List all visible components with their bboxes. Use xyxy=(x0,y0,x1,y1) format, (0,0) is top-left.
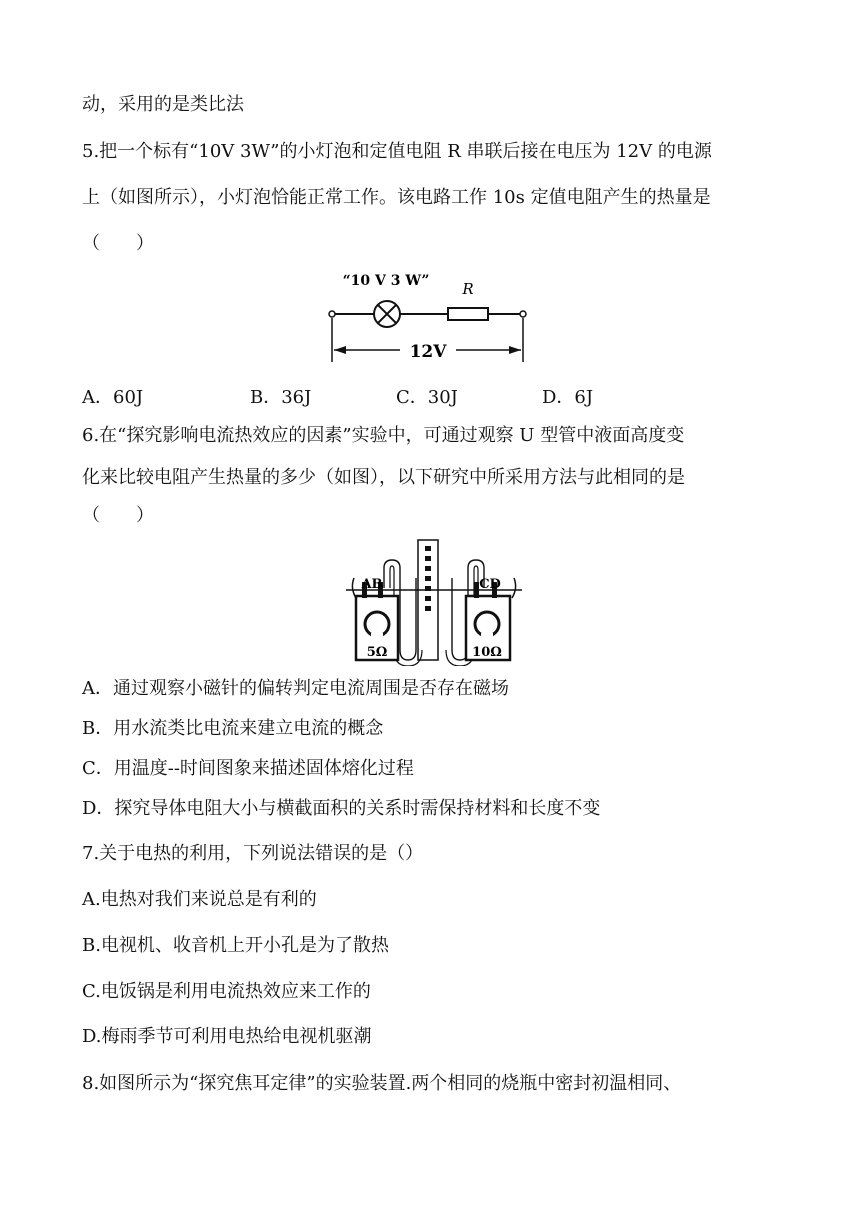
resistor-label: R xyxy=(462,280,474,298)
right-label: CD xyxy=(479,577,501,592)
question-6-text: 化来比较电阻产生热量的多少（如图），以下研究中所采用方法与此相同的是 xyxy=(82,467,685,488)
left-resistance: 5Ω xyxy=(366,645,388,660)
circuit-figure xyxy=(320,266,540,368)
option-b: B.电视机、收音机上开小孔是为了散热 xyxy=(82,935,389,956)
bulb-label: “10 V 3 W” xyxy=(342,273,430,289)
option-d: D．6J xyxy=(542,387,594,408)
apparatus-figure xyxy=(344,538,524,666)
resistor-icon xyxy=(448,308,488,320)
question-7-text: 7.关于电热的利用，下列说法错误的是（） xyxy=(82,843,424,864)
option-a: A．通过观察小磁针的偏转判定电流周围是否存在磁场 xyxy=(82,678,509,699)
option-d: D.梅雨季节可利用电热给电视机驱潮 xyxy=(82,1026,372,1047)
right-resistance: 10Ω xyxy=(472,645,502,660)
option-a: A.电热对我们来说总是有利的 xyxy=(82,889,317,910)
question-8-text: 8.如图所示为“探究焦耳定律”的实验装置.两个相同的烧瓶中密封初温相同、 xyxy=(82,1073,682,1094)
question-6-text: 6.在“探究影响电流热效应的因素”实验中，可通过观察 U 型管中液面高度变 xyxy=(82,425,685,446)
question-5-text: 5.把一个标有“10V 3W”的小灯泡和定值电阻 R 串联后接在电压为 12V 的电源 xyxy=(82,141,712,162)
answer-blank: （ ） xyxy=(82,505,154,526)
answer-blank: （ ） xyxy=(82,233,154,254)
question-5-text: 上（如图所示），小灯泡恰能正常工作。该电路工作 10s 定值电阻产生的热量是 xyxy=(82,187,711,208)
bulb-icon xyxy=(374,301,400,327)
option-c: C．30J xyxy=(396,387,458,408)
option-d: D．探究导体电阻大小与横截面积的关系时需保持材料和长度不变 xyxy=(82,798,601,819)
voltage-label: 12V xyxy=(409,342,447,362)
option-b: B．36J xyxy=(250,387,312,408)
option-a: A．60J xyxy=(82,387,144,408)
option-c: C.电饭锅是利用电流热效应来工作的 xyxy=(82,981,371,1002)
text-line: 动，采用的是类比法 xyxy=(82,94,244,115)
left-label: AB xyxy=(361,577,383,592)
option-c: C．用温度--时间图象来描述固体熔化过程 xyxy=(82,758,414,779)
option-b: B．用水流类比电流来建立电流的概念 xyxy=(82,718,384,739)
